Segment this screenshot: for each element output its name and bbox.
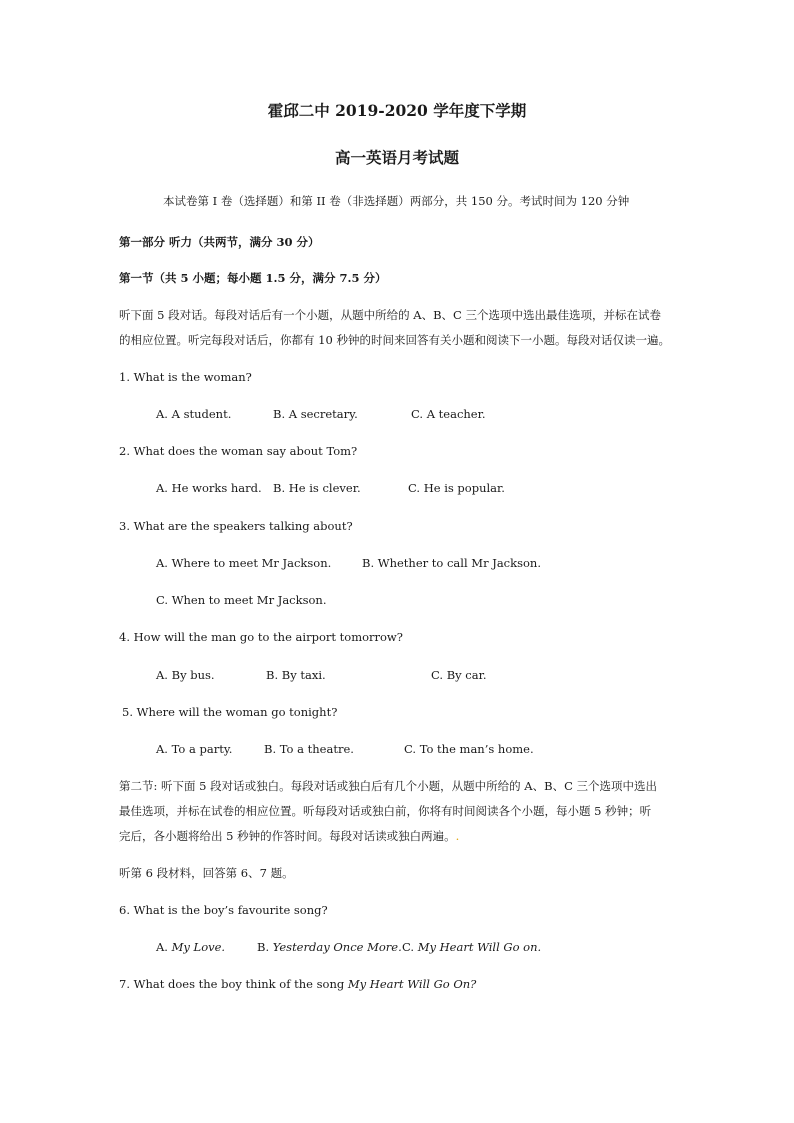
q1-option-b: B. A secretary. [273,407,358,421]
q1-option-a: A. A student. [156,407,232,421]
question-2: 2. What does the woman say about Tom? [119,444,358,458]
section2-instruction-line: 最佳选项，并标在试卷的相应位置。听每段对话或独白前，你将有时间阅读各个小题，每小题 5 秒钟；听 [119,804,652,818]
question-5: 5. Where will the woman go tonight? [122,705,338,719]
material-6-heading: 听第 6 段材料，回答第 6、7 题。 [119,866,294,880]
question-3: 3. What are the speakers talking about? [119,519,353,533]
question-1: 1. What is the woman? [119,370,252,384]
page-subtitle: 高一英语月考试题 [334,148,459,167]
stray-mark: . [455,829,460,843]
q6-option-b-title: Yesterday Once More. [272,940,402,954]
q6-option-c-prefix: C. [402,940,418,954]
q6-option-a-title: My Love. [171,940,226,954]
q2-option-c: C. He is popular. [408,481,505,495]
q3-option-c: C. When to meet Mr Jackson. [156,593,327,607]
question-7 [119,979,476,991]
q6-option-b-prefix: B. [257,940,273,954]
q6-option-a [156,942,225,954]
q6-option-a-prefix: A. [156,940,172,954]
q3-option-a: A. Where to meet Mr Jackson. [156,556,332,570]
section1-instruction-line: 听下面 5 段对话。每段对话后有一个小题，从题中所给的 A、B、C 三个选项中选出最佳选项，并标在试卷 [119,308,661,322]
question-7-song-title: My Heart Will Go On? [347,977,477,991]
section1-instruction-line: 的相应位置。听完每段对话后，你都有 10 秒钟的时间来回答有关小题和阅读下一小题。每段对话仅读一遍。 [119,333,670,347]
exam-intro: 本试卷第 I 卷（选择题）和第 II 卷（非选择题）两部分，共 150 分。考试时间为 120 分钟 [163,194,630,208]
section1-heading: 第一节（共 5 小题；每小题 1.5 分，满分 7.5 分） [119,271,387,285]
q3-option-b: B. Whether to call Mr Jackson. [362,556,541,570]
q5-option-c: C. To the man’s home. [404,742,534,756]
q2-option-a: A. He works hard. [156,481,262,495]
q4-option-b: B. By taxi. [266,668,326,682]
q4-option-c: C. By car. [431,668,487,682]
question-4: 4. How will the man go to the airport tomorrow? [119,630,403,644]
q6-option-b [257,942,402,954]
section2-instruction-line: 第二节: 听下面 5 段对话或独白。每段对话或独白后有几个小题，从题中所给的 A、B、C 三个选项中选出 [119,779,658,793]
section2-instruction-text: 完后，各小题将给出 5 秒钟的作答时间。每段对话读或独白两遍。 [119,829,456,843]
q5-option-a: A. To a party. [156,742,233,756]
q6-option-c [402,942,541,954]
q1-option-c: C. A teacher. [411,407,486,421]
question-7-text: 7. What does the boy think of the song [119,977,348,991]
page-title: 霍邱二中 2019-2020 学年度下学期 [267,101,527,120]
q2-option-b: B. He is clever. [273,481,361,495]
question-6: 6. What is the boy’s favourite song? [119,903,328,917]
q6-option-c-title: My Heart Will Go on. [417,940,542,954]
section2-instruction-line [119,831,459,843]
part1-heading: 第一部分 听力（共两节，满分 30 分） [119,235,320,249]
q5-option-b: B. To a theatre. [264,742,354,756]
q4-option-a: A. By bus. [156,668,215,682]
